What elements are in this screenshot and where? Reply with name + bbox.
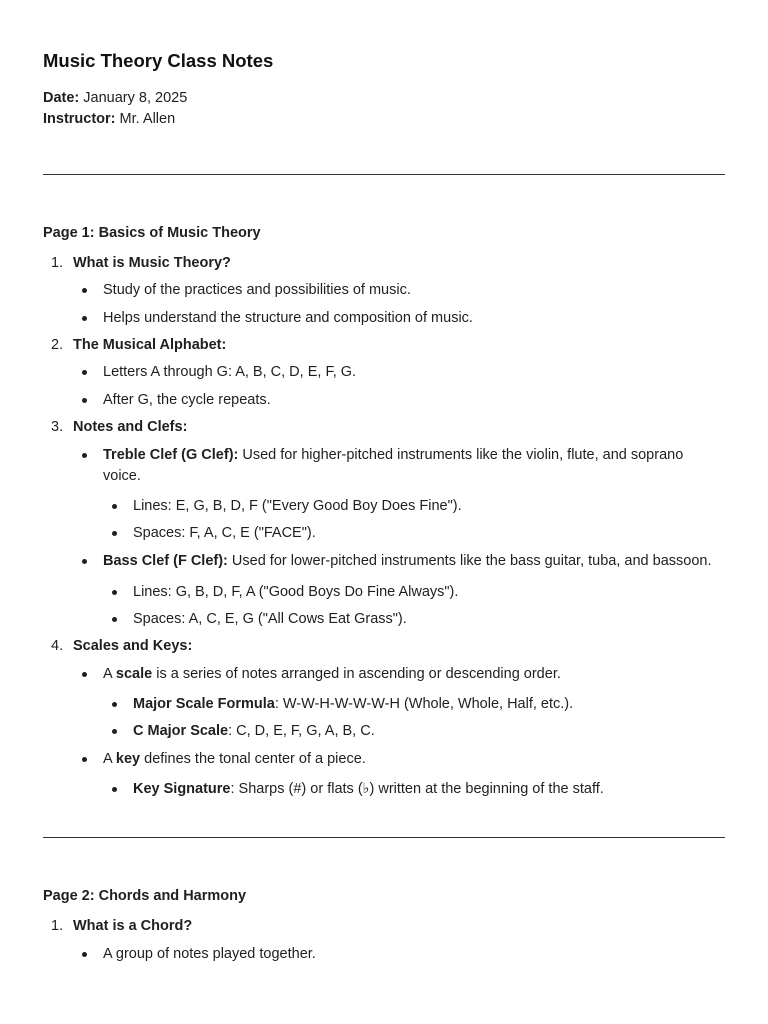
bullet-item xyxy=(73,664,725,742)
item-heading: Scales and Keys: xyxy=(73,638,193,655)
bullet-list xyxy=(73,445,725,629)
instructor-label: Instructor: xyxy=(43,110,116,127)
sub-bullet-list xyxy=(103,582,725,630)
bullet-icon xyxy=(112,617,117,622)
item-number: 2. xyxy=(51,337,64,354)
bullet-text: Helps understand the structure and composition of music. xyxy=(103,309,473,326)
section-title-page2: Page 2: Chords and Harmony xyxy=(43,888,247,905)
sub-bullet-list xyxy=(103,694,725,742)
instructor-line xyxy=(43,109,725,130)
bullet-icon xyxy=(112,504,117,509)
bullet-icon xyxy=(82,316,87,321)
treble-clef-label: Treble Clef (G Clef): xyxy=(103,447,239,464)
bullet-item xyxy=(73,308,725,328)
bullet-icon xyxy=(82,559,87,564)
item-heading: What is Music Theory? xyxy=(73,255,231,272)
item-number: 4. xyxy=(51,638,64,655)
list-item xyxy=(43,335,725,410)
text-fragment: A xyxy=(103,665,116,682)
text-fragment: is a series of notes arranged in ascending or descending order. xyxy=(152,665,561,682)
instructor-value: Mr. Allen xyxy=(119,110,176,127)
text-fragment: A xyxy=(103,750,116,767)
bullet-icon xyxy=(112,787,117,792)
page2-list xyxy=(43,916,725,964)
bullet-list xyxy=(73,664,725,799)
date-value: January 8, 2025 xyxy=(83,89,188,106)
sub-bullet-item xyxy=(103,609,725,629)
sub-bullet-item xyxy=(103,496,725,516)
bullet-icon xyxy=(112,702,117,707)
treble-clef-text: Used for higher-pitched instruments like the violin, flute, and soprano voice. xyxy=(103,447,684,484)
bullet-text: Letters A through G: A, B, C, D, E, F, G. xyxy=(103,364,357,381)
bullet-icon xyxy=(82,672,87,677)
sub-bullet-item xyxy=(103,523,725,543)
item-heading: Notes and Clefs: xyxy=(73,418,188,435)
divider xyxy=(43,174,725,175)
bullet-text: : C, D, E, F, G, A, B, C. xyxy=(228,723,375,740)
bullet-item xyxy=(73,749,725,800)
item-number: 3. xyxy=(51,418,64,435)
sub-bullet-item xyxy=(103,694,725,714)
text-fragment: defines the tonal center of a piece. xyxy=(140,750,366,767)
bullet-text: A group of notes played together. xyxy=(103,945,316,962)
bullet-text: Study of the practices and possibilities of music. xyxy=(103,282,411,299)
sub-bullet-list xyxy=(103,496,725,544)
bullet-icon xyxy=(82,952,87,957)
term-key: key xyxy=(115,750,141,767)
bullet-item xyxy=(73,362,725,382)
term-label: Key Signature xyxy=(133,780,231,797)
bullet-item xyxy=(73,551,725,629)
date-label: Date: xyxy=(43,89,80,106)
date-line xyxy=(43,88,725,109)
bullet-icon xyxy=(112,531,117,536)
list-item xyxy=(43,636,725,799)
section-title-page1: Page 1: Basics of Music Theory xyxy=(43,224,261,241)
list-item xyxy=(43,253,725,328)
bullet-text: Spaces: F, A, C, E ("FACE"). xyxy=(133,525,316,542)
bullet-icon xyxy=(82,398,87,403)
sub-bullet-list xyxy=(103,779,725,799)
term-label: C Major Scale xyxy=(133,723,229,740)
bullet-icon xyxy=(112,590,117,595)
bullet-icon xyxy=(112,729,117,734)
bass-clef-label: Bass Clef (F Clef): xyxy=(103,553,228,570)
page1-list xyxy=(43,253,725,799)
bullet-item xyxy=(73,280,725,300)
bullet-icon xyxy=(82,370,87,375)
list-item xyxy=(43,417,725,629)
item-number: 1. xyxy=(51,918,64,935)
bullet-item xyxy=(73,445,725,543)
divider xyxy=(43,837,725,838)
term-scale: scale xyxy=(115,665,153,682)
bullet-list xyxy=(73,362,725,410)
item-heading: What is a Chord? xyxy=(73,918,193,935)
bullet-item xyxy=(73,390,725,410)
bullet-list xyxy=(73,944,725,964)
bullet-item xyxy=(73,944,725,964)
bullet-text: Spaces: A, C, E, G ("All Cows Eat Grass"). xyxy=(133,611,407,628)
document-title: Music Theory Class Notes xyxy=(43,50,274,71)
list-item xyxy=(43,916,725,964)
sub-bullet-item xyxy=(103,721,725,741)
bullet-list xyxy=(73,280,725,328)
bullet-icon xyxy=(82,288,87,293)
term-label: Major Scale Formula xyxy=(133,695,275,712)
item-number: 1. xyxy=(51,255,64,272)
bullet-text: : W-W-H-W-W-W-H (Whole, Whole, Half, etc.). xyxy=(274,695,574,712)
bullet-text: Lines: G, B, D, F, A ("Good Boys Do Fine Always"). xyxy=(133,583,459,600)
bullet-text: : Sharps (#) or flats (♭) written at the beginning of the staff. xyxy=(230,780,604,797)
bullet-icon xyxy=(82,453,87,458)
bullet-icon xyxy=(82,757,87,762)
bullet-text: Lines: E, G, B, D, F ("Every Good Boy Does Fine"). xyxy=(133,497,462,514)
sub-bullet-item xyxy=(103,582,725,602)
bass-clef-text: Used for lower-pitched instruments like the bass guitar, tuba, and bassoon. xyxy=(227,553,712,570)
item-heading: The Musical Alphabet: xyxy=(73,337,227,354)
sub-bullet-item xyxy=(103,779,725,799)
bullet-text: After G, the cycle repeats. xyxy=(103,391,271,408)
